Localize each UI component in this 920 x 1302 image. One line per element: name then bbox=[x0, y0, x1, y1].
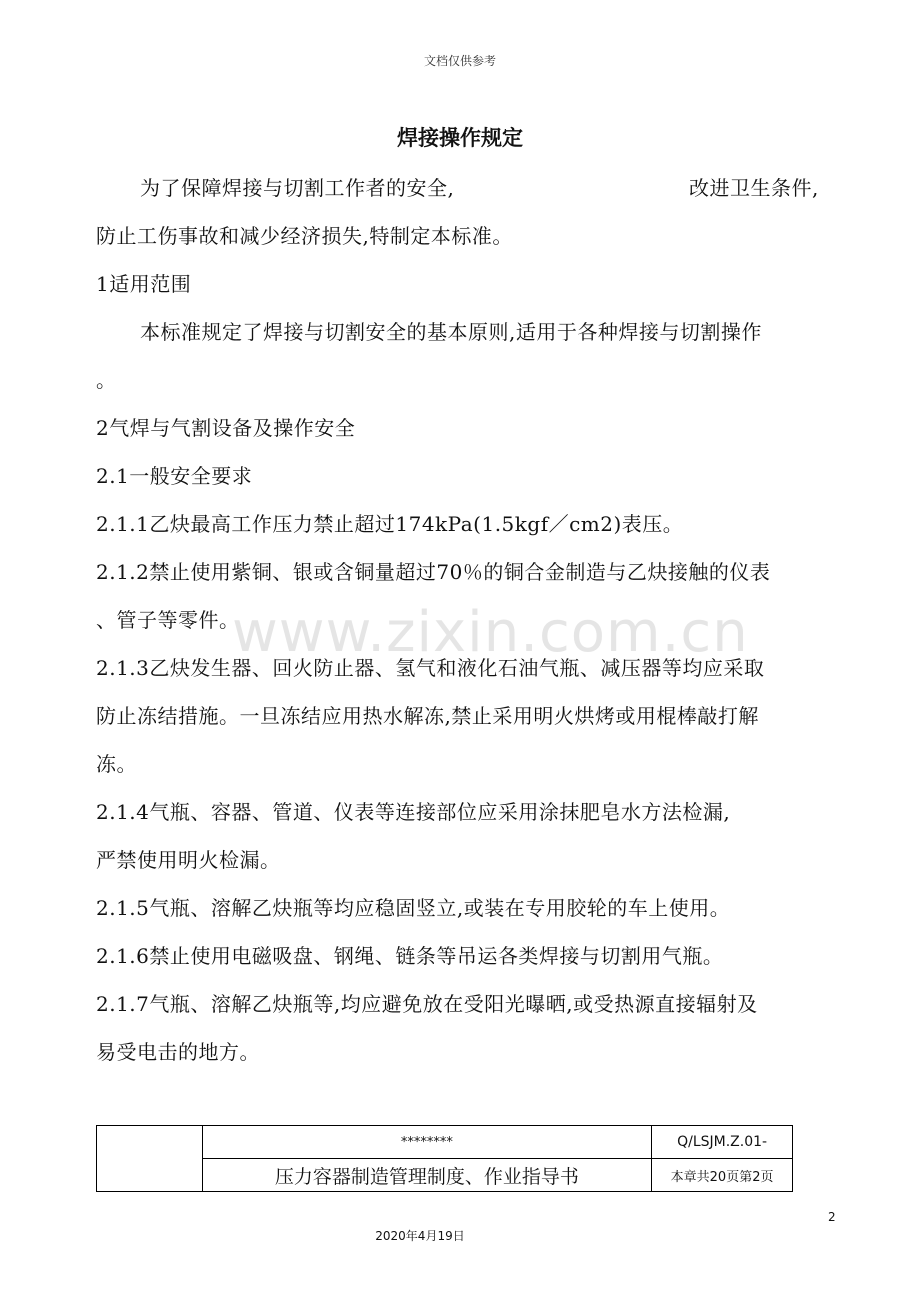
footer-table bbox=[96, 1125, 793, 1192]
clause-line: 2.1.3乙炔发生器、回火防止器、氢气和液化石油气瓶、减压器等均应采取 bbox=[96, 656, 765, 680]
footer-page-info: 本章共20页第2页 bbox=[652, 1159, 793, 1192]
clause-line: 2.1.7气瓶、溶解乙炔瓶等,均应避免放在受阳光曝晒,或受热源直接辐射及 bbox=[96, 992, 758, 1016]
paragraph-line: 为了保障焊接与切割工作者的安全, bbox=[140, 176, 455, 200]
paragraph-line: 。 bbox=[96, 368, 117, 392]
section-heading: 1适用范围 bbox=[96, 272, 192, 296]
document-title: 焊接操作规定 bbox=[397, 126, 523, 150]
clause-line: 、管子等零件。 bbox=[96, 608, 240, 632]
page-number: 2 bbox=[828, 1210, 836, 1224]
footer-manual-title: 压力容器制造管理制度、作业指导书 bbox=[202, 1159, 652, 1192]
paragraph-line: 改进卫生条件, bbox=[689, 176, 819, 200]
section-heading: 2气焊与气割设备及操作安全 bbox=[96, 416, 356, 440]
footer-logo-cell bbox=[97, 1126, 203, 1192]
header-note: 文档仅供参考 bbox=[423, 54, 496, 68]
watermark: www.zixin.com.cn bbox=[232, 600, 749, 665]
paragraph-line: 本标准规定了焊接与切割安全的基本原则,适用于各种焊接与切割操作 bbox=[140, 320, 762, 344]
subsection-heading: 2.1一般安全要求 bbox=[96, 464, 253, 488]
clause-line: 严禁使用明火检漏。 bbox=[96, 848, 281, 872]
clause-line: 冻。 bbox=[96, 752, 137, 776]
paragraph-line: 防止工伤事故和减少经济损失,特制定本标准。 bbox=[96, 224, 513, 248]
clause-line: 2.1.4气瓶、容器、管道、仪表等连接部位应采用涂抹肥皂水方法检漏, bbox=[96, 800, 731, 824]
footer-date: 2020年4月19日 bbox=[375, 1229, 465, 1243]
clause-line: 易受电击的地方。 bbox=[96, 1040, 260, 1064]
clause-line: 防止冻结措施。一旦冻结应用热水解冻,禁止采用明火烘烤或用棍棒敲打解 bbox=[96, 704, 759, 728]
footer-code: Q/LSJM.Z.01- bbox=[652, 1126, 793, 1159]
footer-stars: ******** bbox=[202, 1126, 652, 1159]
clause-line: 2.1.6禁止使用电磁吸盘、钢绳、链条等吊运各类焊接与切割用气瓶。 bbox=[96, 944, 724, 968]
clause-line: 2.1.2禁止使用紫铜、银或含铜量超过70％的铜合金制造与乙炔接触的仪表 bbox=[96, 560, 771, 584]
clause-line: 2.1.1乙炔最高工作压力禁止超过174kPa(1.5kgf／cm2)表压。 bbox=[96, 512, 684, 536]
clause-line: 2.1.5气瓶、溶解乙炔瓶等均应稳固竖立,或装在专用胶轮的车上使用。 bbox=[96, 896, 731, 920]
